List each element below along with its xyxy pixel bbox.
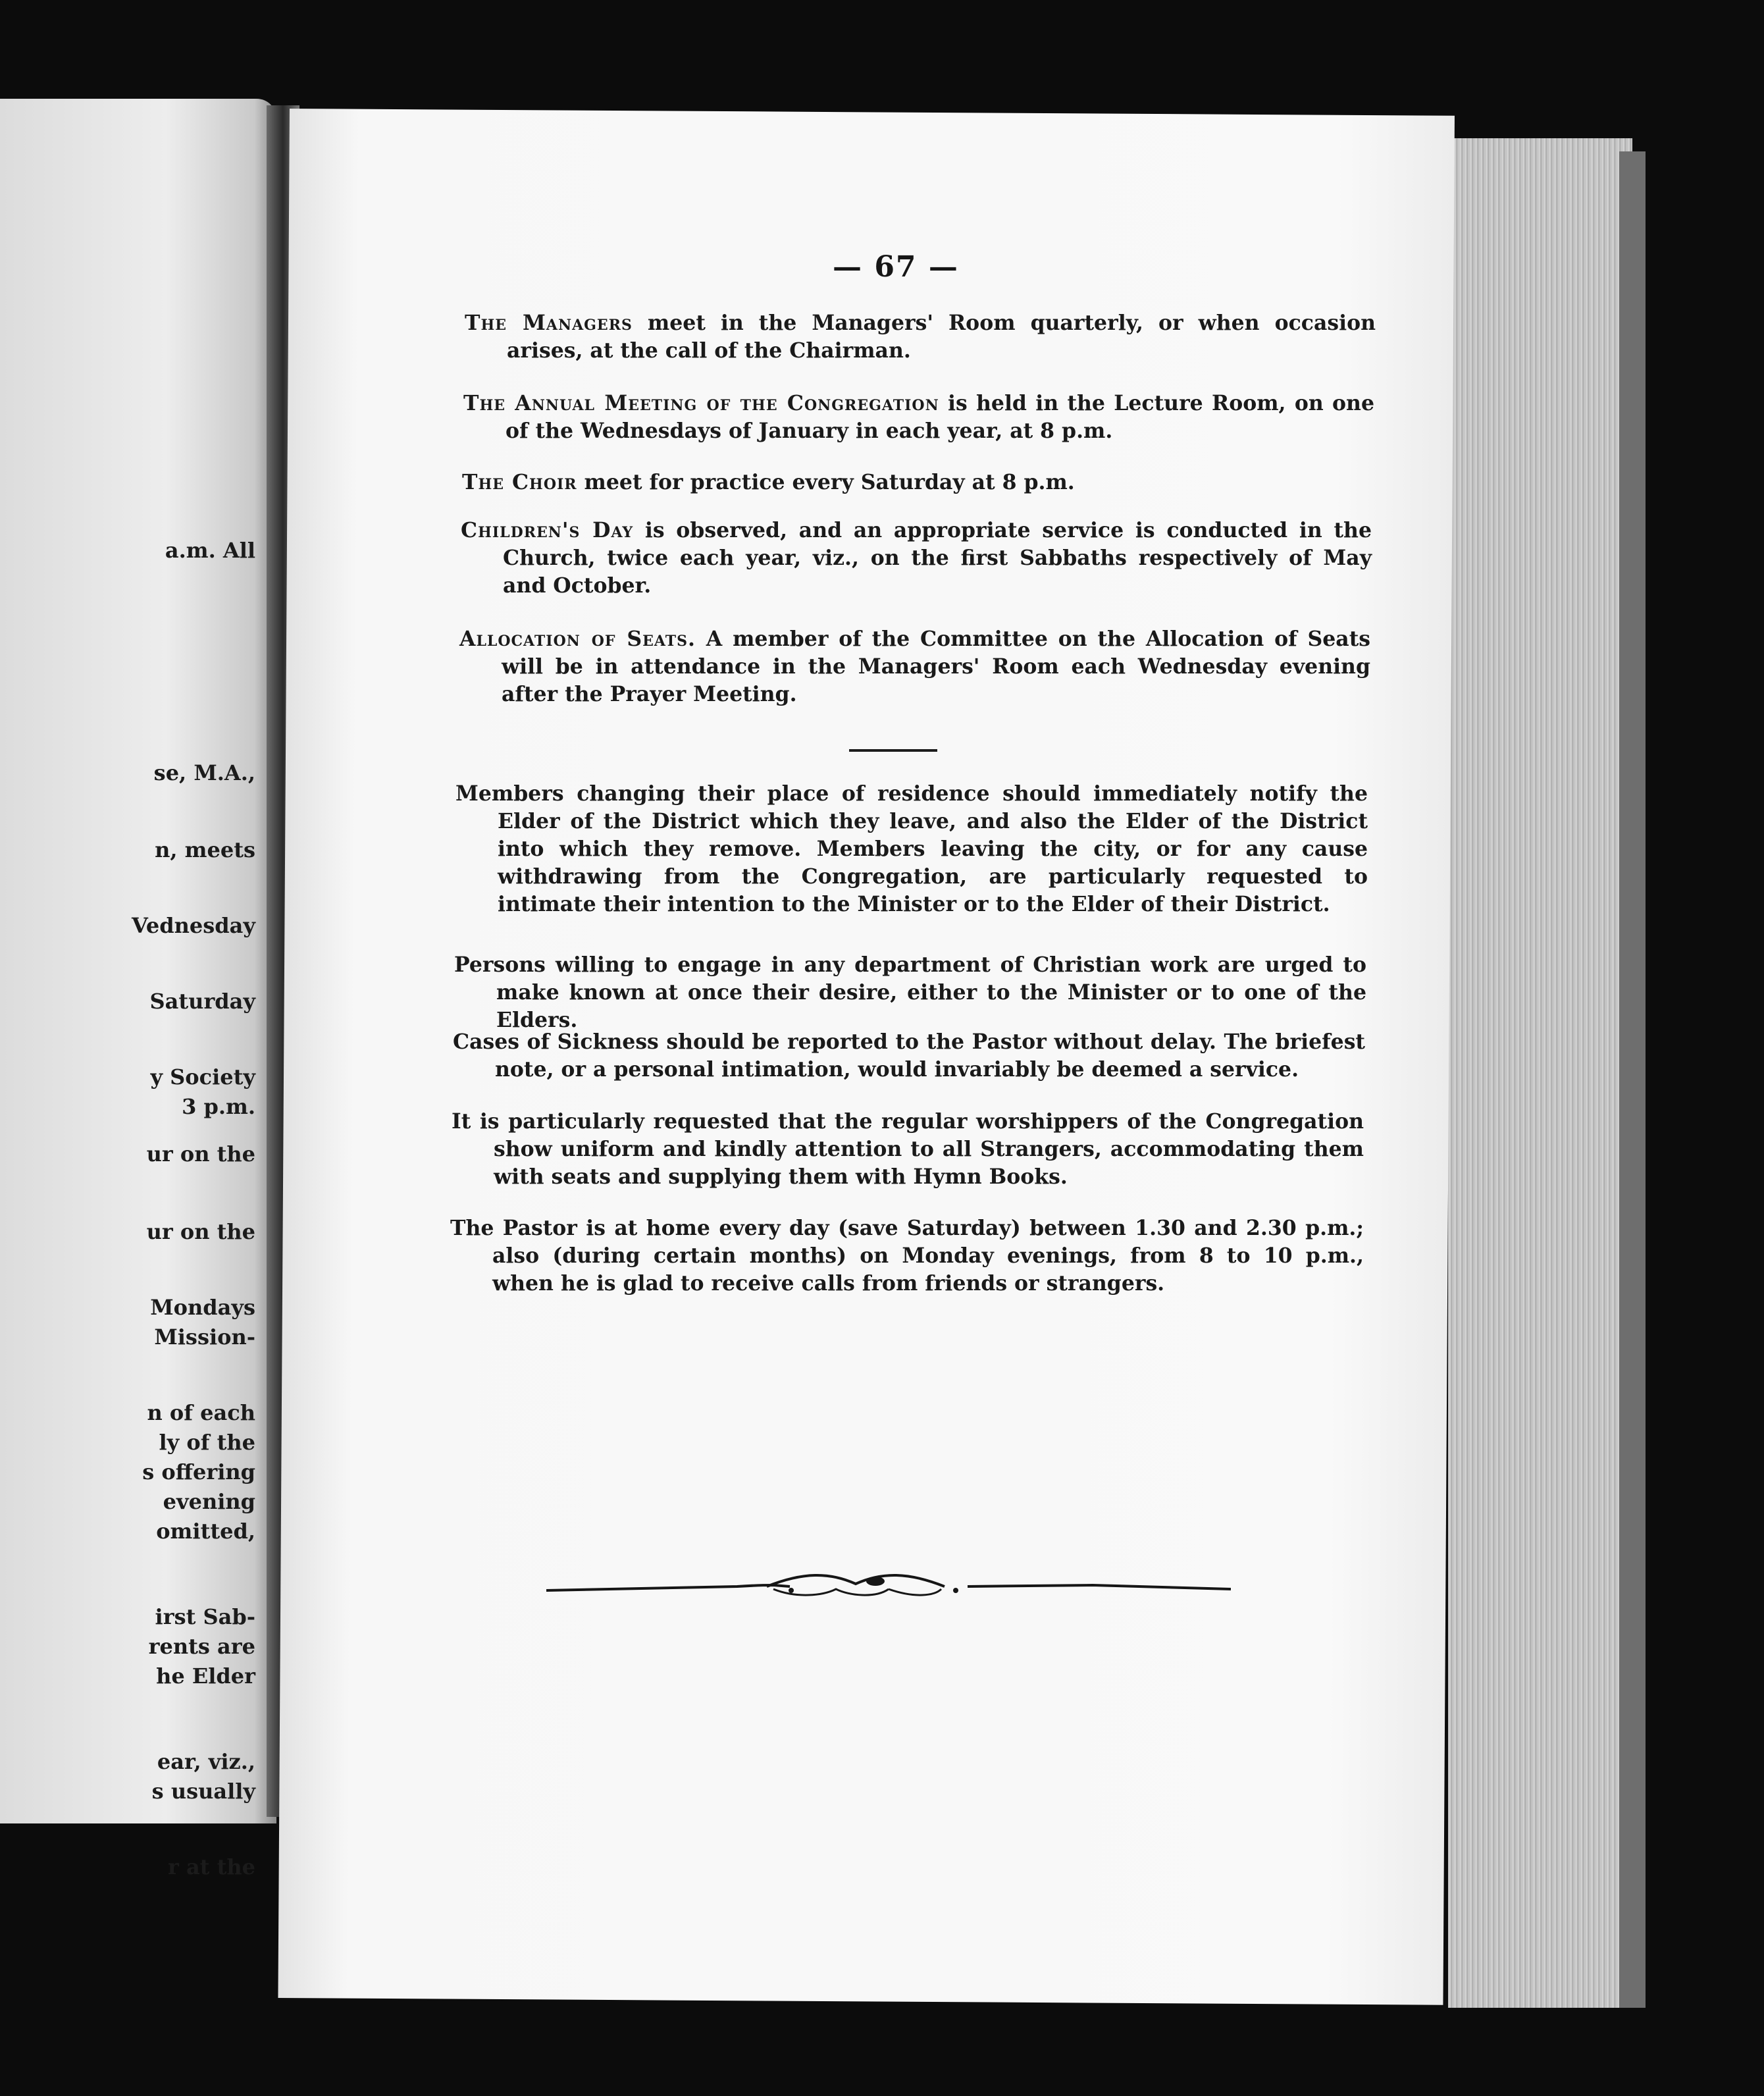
left-fragment: n of each: [147, 1400, 255, 1425]
notice-lead: Children's Day: [461, 518, 634, 542]
instruction-change-residence: Members changing their place of residence should immediately notify the Elder of the District which they leave, and also the Elder of the District into which they remove. Members leaving the city, or for any cause withdrawing from the Congregation, are particularly requested to intimate their intention to the Minister or to the Elder of their District.: [455, 781, 1368, 916]
left-fragment: s usually: [151, 1779, 255, 1804]
left-fragment: Saturday: [149, 989, 255, 1014]
instruction-strangers: It is particularly requested that the regular worshippers of the Congregation show uniform and kindly attention to all Strangers, accommodating them with seats and supplying them with Hymn Books.: [452, 1109, 1364, 1189]
left-fragment: r at the: [167, 1854, 255, 1879]
left-fragment: Mondays: [150, 1295, 255, 1320]
notice-lead: The Annual Meeting of the Congregation: [463, 391, 939, 415]
section-divider: [849, 749, 937, 752]
notice-lead: Allocation of Seats.: [459, 627, 696, 651]
notice-lead: The Choir: [462, 470, 577, 494]
notice-allocation-of-seats: [459, 625, 1370, 708]
notice-lead: The Managers: [465, 311, 633, 335]
left-fragment: rents are: [148, 1634, 255, 1659]
left-fragment: ur on the: [146, 1219, 255, 1244]
left-fragment: ur on the: [146, 1141, 255, 1166]
left-fragment: ly of the: [159, 1430, 255, 1455]
left-fragment: s offering: [142, 1459, 255, 1484]
notice-text: meet for practice every Saturday at 8 p.m.: [577, 470, 1075, 494]
notice-childrens-day: [461, 517, 1372, 600]
left-fragment: Vednesday: [132, 913, 255, 938]
page-edge-shadow: [1619, 151, 1646, 2008]
left-fragment: Mission-: [154, 1324, 255, 1349]
left-fragment: a.m. All: [165, 538, 255, 563]
left-fragment: n, meets: [155, 837, 255, 862]
notice-choir: [462, 469, 1373, 496]
notice-text: is held in the Lecture Room, on one of the Wednesdays of January in each year, at 8 p.m.: [506, 391, 1374, 443]
left-page: [0, 99, 276, 1879]
instruction-christian-work: Persons willing to engage in any department of Christian work are urged to make known at once their desire, either to the Minister or to one of the Elders.: [454, 953, 1366, 1032]
left-fragment: omitted,: [156, 1519, 255, 1544]
notice-annual-meeting: [463, 390, 1374, 445]
left-fragment: y Society: [150, 1064, 255, 1089]
left-fragment: ear, viz.,: [157, 1749, 255, 1774]
notice-text: is observed, and an appropriate service is conducted in the Church, twice each year, viz., on the first Sabbaths respectively of May and October.: [503, 518, 1372, 598]
left-fragment: evening: [163, 1489, 255, 1514]
left-fragment: 3 p.m.: [182, 1094, 255, 1119]
left-fragment: irst Sab-: [155, 1604, 255, 1629]
page-block-edge: [1448, 138, 1632, 2008]
ornamental-rule: [546, 1567, 1231, 1606]
notice-text: meet in the Managers' Room quarterly, or when occasion arises, at the call of the Chairman.: [507, 311, 1376, 363]
notice-text: A member of the Committee on the Allocation of Seats will be in attendance in the Managers' Room each Wednesday evening after the Prayer Meeting.: [502, 627, 1370, 706]
left-fragment: se, M.A.,: [153, 760, 255, 785]
instruction-sickness: Cases of Sickness should be reported to the Pastor without delay. The briefest note, or a personal intimation, would invariably be deemed a service.: [453, 1030, 1365, 1082]
left-fragment: he Elder: [156, 1664, 255, 1689]
notice-managers: [465, 309, 1376, 365]
page-number: — 67 —: [833, 250, 959, 284]
instruction-pastor-hours: The Pastor is at home every day (save Saturday) between 1.30 and 2.30 p.m.; also (during certain months) on Monday evenings, from 8 to 10 p.m., when he is glad to receive calls from friends or strangers.: [450, 1216, 1364, 1296]
